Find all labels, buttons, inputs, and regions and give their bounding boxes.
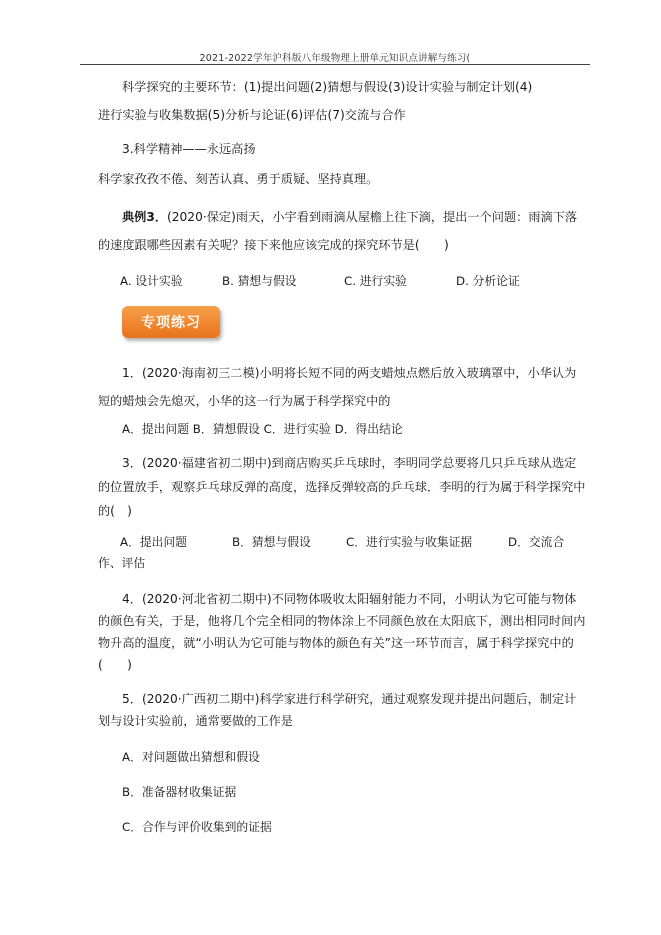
question-4-line-4: ( ) bbox=[98, 658, 132, 672]
question-3-option-a: A．提出问题 bbox=[120, 535, 188, 549]
example-3-label: 典例3． bbox=[122, 210, 168, 224]
question-4-line-1: 4．(2020·河北省初二期中)不同物体吸收太阳辐射能力不同，小明认为它可能与物体 bbox=[122, 592, 577, 606]
question-5-line-1: 5．(2020·广西初二期中)科学家进行科学研究，通过观察发现并提出问题后，制定计 bbox=[122, 692, 577, 706]
question-1-line-1: 1．(2020·海南初三二模)小明将长短不同的两支蜡烛点燃后放入玻璃罩中，小华认为 bbox=[122, 366, 577, 380]
question-5 bbox=[98, 688, 577, 732]
example-3-text-1: (2020·保定)雨天，小宇看到雨滴从屋檐上往下滴，提出一个问题：雨滴下落 bbox=[167, 210, 578, 224]
question-3-option-d-cont: 作、评估 bbox=[98, 556, 146, 570]
question-1 bbox=[98, 362, 577, 412]
question-5-line-2: 划与设计实验前，通常要做的工作是 bbox=[98, 714, 293, 728]
example-option-b: B. 猜想与假设 bbox=[222, 274, 297, 288]
example-3-paragraph bbox=[98, 206, 578, 256]
question-1-options: A．提出问题 B．猜想假设 C．进行实验 D．得出结论 bbox=[122, 422, 403, 436]
question-3-line-3: 的( ) bbox=[98, 504, 132, 518]
inquiry-steps-line-1: 科学探究的主要环节：(1)提出问题(2)猜想与假设(3)设计实验与制定计划(4) bbox=[122, 80, 533, 94]
question-3-line-2: 的位置放手，观察乒乓球反弹的高度，选择反弹较高的乒乓球．李明的行为属于科学探究中 bbox=[98, 480, 586, 494]
header-divider bbox=[80, 64, 590, 65]
section-3-body: 科学家孜孜不倦、刻苦认真、勇于质疑、坚持真理。 bbox=[98, 172, 379, 186]
question-3-option-c: C．进行实验与收集证据 bbox=[346, 535, 473, 549]
inquiry-steps-line-2: 进行实验与收集数据(5)分析与论证(6)评估(7)交流与合作 bbox=[98, 108, 406, 122]
question-3-line-1: 3．(2020·福建省初二期中)到商店购买乒乓球时，李明同学总要将几只乒乓球从选定 bbox=[122, 456, 577, 470]
example-option-c: C. 进行实验 bbox=[344, 274, 407, 288]
question-4 bbox=[98, 588, 586, 676]
question-3-option-b: B．猜想与假设 bbox=[232, 535, 311, 549]
example-3-line-1 bbox=[98, 206, 578, 228]
question-5-option-c: C．合作与评价收集到的证据 bbox=[122, 820, 272, 834]
special-practice-banner: 专项练习 bbox=[122, 306, 220, 338]
example-option-a: A. 设计实验 bbox=[120, 274, 183, 288]
question-3-option-d: D．交流合 bbox=[508, 535, 565, 549]
question-5-option-b: B．准备器材收集证据 bbox=[122, 785, 237, 799]
inquiry-steps-paragraph bbox=[98, 76, 566, 126]
page-header: 2021-2022学年沪科版八年级物理上册单元知识点讲解与练习( bbox=[199, 53, 471, 64]
question-3 bbox=[98, 452, 586, 522]
example-3-line-2: 的速度跟哪些因素有关呢？接下来他应该完成的探究环节是( ) bbox=[98, 238, 449, 252]
question-1-line-2: 短的蜡烛会先熄灭，小华的这一行为属于科学探究中的 bbox=[98, 394, 391, 408]
example-option-d: D. 分析论证 bbox=[456, 274, 520, 288]
section-3-heading: 3.科学精神——永远高扬 bbox=[122, 142, 256, 156]
question-4-line-3: 物升高的温度，就“小明认为它可能与物体的颜色有关”这一环节而言，属于科学探究中的 bbox=[98, 636, 574, 650]
question-4-line-2: 的颜色有关，于是，他将几个完全相同的物体涂上不同颜色放在太阳底下，测出相同时间内 bbox=[98, 614, 586, 628]
question-5-option-a: A．对问题做出猜想和假设 bbox=[122, 750, 260, 764]
